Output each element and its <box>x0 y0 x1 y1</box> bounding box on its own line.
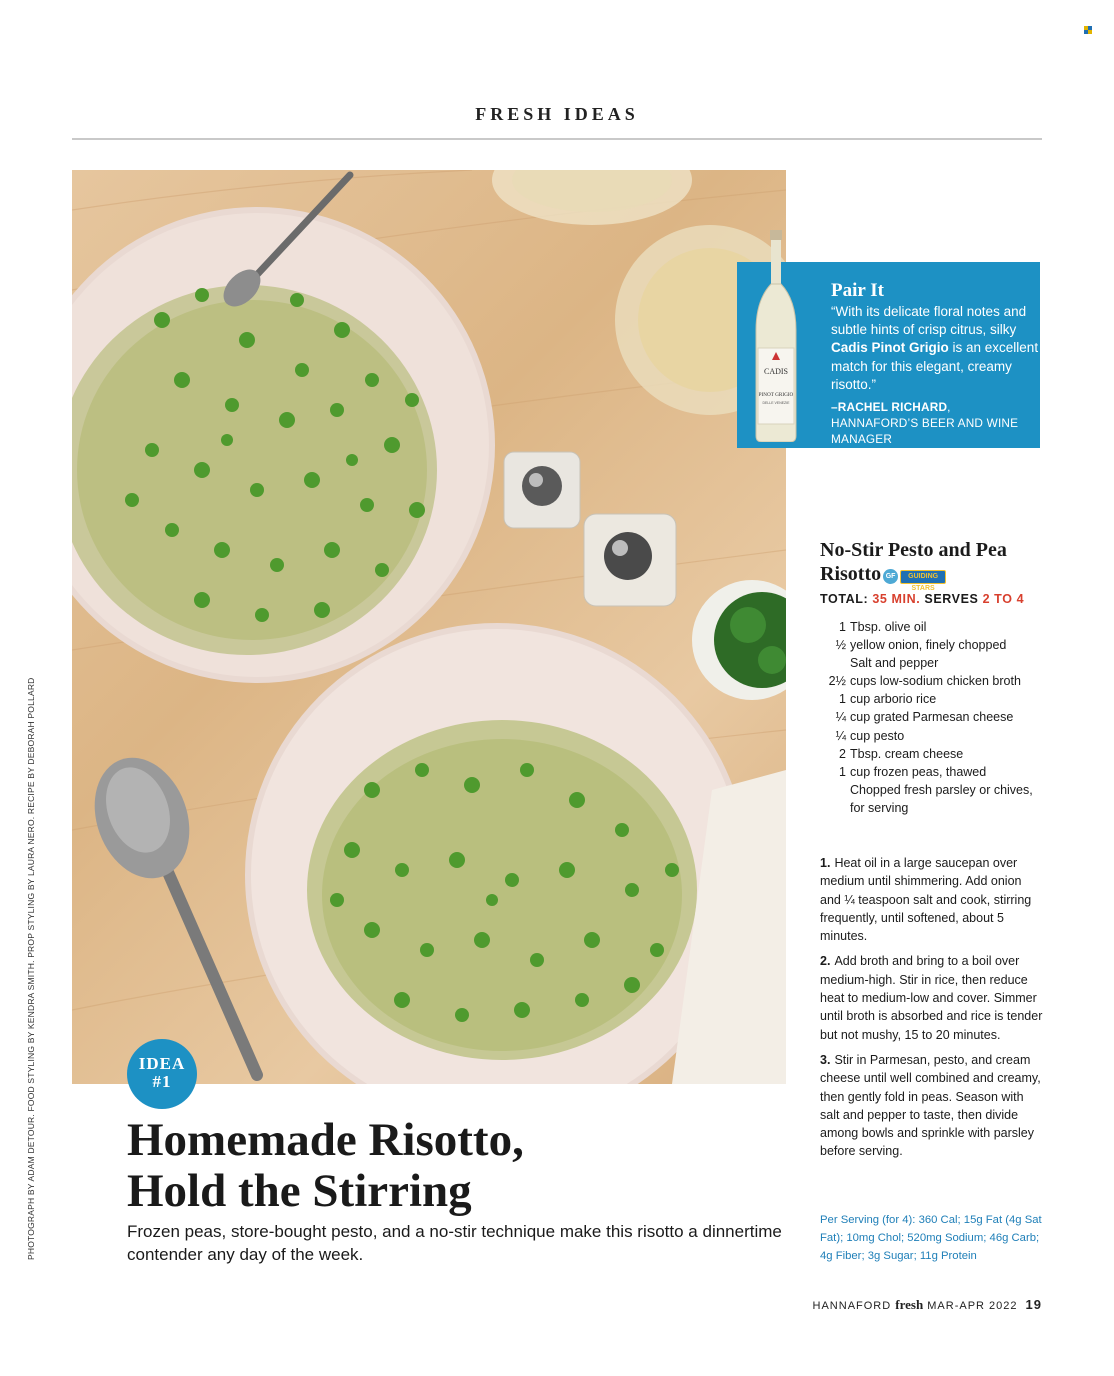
ingredient-item <box>816 618 1042 636</box>
headline-line-2: Hold the Stirring <box>127 1165 472 1217</box>
ingredient-text: Chopped fresh parsley or chives, for serving <box>850 782 1033 815</box>
idea-label: IDEA <box>138 1054 186 1073</box>
step-number: 2. <box>820 954 831 969</box>
idea-badge <box>127 1039 197 1109</box>
serves-count: 2 TO 4 <box>982 592 1025 606</box>
ingredient-qty: 1 <box>839 764 846 779</box>
total-time: 35 MIN. <box>872 592 921 606</box>
signature-role: , HANNAFORD’S BEER AND WINE MANAGER <box>831 400 1019 446</box>
step-text: Stir in Parmesan, pesto, and cream cheese until well combined and creamy, then gently fold in peas. Season with salt and pepper to taste, then divide among bowls and sprinkle with parsley before serving. <box>820 1052 1041 1159</box>
ingredient-item <box>816 781 1042 817</box>
quote-text-end: is an excellent match for this elegant, creamy risotto.” <box>831 340 1039 392</box>
ingredient-text: Tbsp. olive oil <box>850 620 927 634</box>
step-number: 1. <box>820 856 831 870</box>
ingredient-text: cup arborio rice <box>850 692 937 707</box>
ingredient-qty <box>816 654 850 672</box>
page-number: 19 <box>1025 1297 1042 1312</box>
ingredient-qty: ¼ <box>835 728 846 743</box>
ingredient-item <box>816 654 1042 672</box>
footer-issue: MAR-APR 2022 <box>927 1300 1018 1312</box>
ingredient-item <box>816 690 1042 708</box>
step-number: 3. <box>820 1052 831 1067</box>
print-color-mark <box>1084 26 1094 34</box>
recipe-title-text: No-Stir Pesto and Pea Risotto <box>820 539 1007 585</box>
ingredient-list <box>816 618 1042 817</box>
ingredient-text: Tbsp. cream cheese <box>850 746 964 761</box>
ingredient-item <box>816 763 1042 781</box>
pair-it-signature <box>831 399 1041 447</box>
guiding-stars-icon: GUIDING STARS <box>900 570 946 584</box>
section-divider <box>72 138 1042 140</box>
signature-name: –RACHEL RICHARD <box>831 400 948 414</box>
method-step <box>820 1051 1044 1161</box>
ingredient-item <box>816 636 1042 654</box>
ingredient-qty: ¼ <box>835 710 846 725</box>
recipe-meta <box>820 592 1024 606</box>
total-label: TOTAL: <box>820 592 869 606</box>
pair-it-quote <box>831 303 1039 394</box>
pair-it-title: Pair It <box>831 280 884 301</box>
section-title: FRESH IDEAS <box>475 104 639 124</box>
bottle-brand: CADIS <box>763 367 789 376</box>
article-headline <box>127 1115 767 1217</box>
ingredient-text: cup frozen peas, thawed <box>850 764 987 779</box>
step-text: Heat oil in a large saucepan over medium until shimmering. Add onion and ¼ teaspoon salt and cook, stirring frequently, until softened, about 5 minutes. <box>820 856 1032 944</box>
gluten-free-icon: GF <box>883 569 898 584</box>
ingredient-qty: 1 <box>839 692 846 707</box>
quote-text-start: “With its delicate floral notes and subtle hints of crisp citrus, silky <box>831 304 1027 338</box>
article-dek: Frozen peas, store-bought pesto, and a no-stir technique make this risotto a dinnertime contender any day of the week. <box>127 1222 782 1264</box>
footer-brand: fresh <box>895 1297 924 1312</box>
ingredient-text: Salt and pepper <box>850 656 939 671</box>
ingredient-qty: 2 <box>839 746 846 761</box>
wine-name: Cadis Pinot Grigio <box>831 340 949 356</box>
idea-number: #1 <box>152 1072 172 1091</box>
recipe-badges <box>883 563 946 592</box>
recipe-title <box>820 538 1040 592</box>
ingredient-text: cups low-sodium chicken broth <box>850 674 1021 689</box>
step-text: Add broth and bring to a boil over medium-high. Stir in rice, then reduce heat to medium-low and cover. Simmer until broth is absorbed and rice is tender but not mushy, 15 to 20 minutes. <box>820 954 1043 1042</box>
headline-line-1: Homemade Risotto, <box>127 1114 524 1166</box>
ingredient-item <box>816 708 1042 726</box>
bottle-variety: PINOT GRIGIO <box>758 392 794 398</box>
ingredient-item <box>816 745 1042 763</box>
ingredient-qty: ½ <box>835 638 846 653</box>
photo-credit: PHOTOGRAPH BY ADAM DETOUR. FOOD STYLING BY KENDRA SMITH. PROP STYLING BY LAURA NERO. RECIPE BY DEBORAH POLLARD <box>26 677 36 1260</box>
ingredient-qty: 1 <box>839 620 846 634</box>
wine-bottle-illustration <box>752 230 800 442</box>
ingredient-item <box>816 672 1042 690</box>
footer-publisher: HANNAFORD <box>812 1300 892 1312</box>
serves-label: SERVES <box>924 592 979 606</box>
nutrition-info: Per Serving (for 4): 360 Cal; 15g Fat (4g Sat Fat); 10mg Chol; 520mg Sodium; 46g Carb; 4g Fiber; 3g Sugar; 11g Protein <box>820 1214 1042 1262</box>
ingredient-text: cup grated Parmesan cheese <box>850 710 1014 725</box>
page-footer <box>813 1297 1042 1313</box>
ingredient-item <box>816 727 1042 745</box>
ingredient-text: yellow onion, finely chopped <box>850 638 1007 653</box>
ingredient-qty <box>816 781 850 817</box>
method-step <box>820 952 1044 1043</box>
ingredient-text: cup pesto <box>850 728 905 743</box>
risotto-photo <box>72 170 789 1084</box>
bottle-region: DELLE VENEZIE <box>762 401 790 405</box>
ingredient-qty: 2½ <box>828 674 846 689</box>
method-steps <box>820 854 1044 1168</box>
method-step <box>820 854 1044 945</box>
